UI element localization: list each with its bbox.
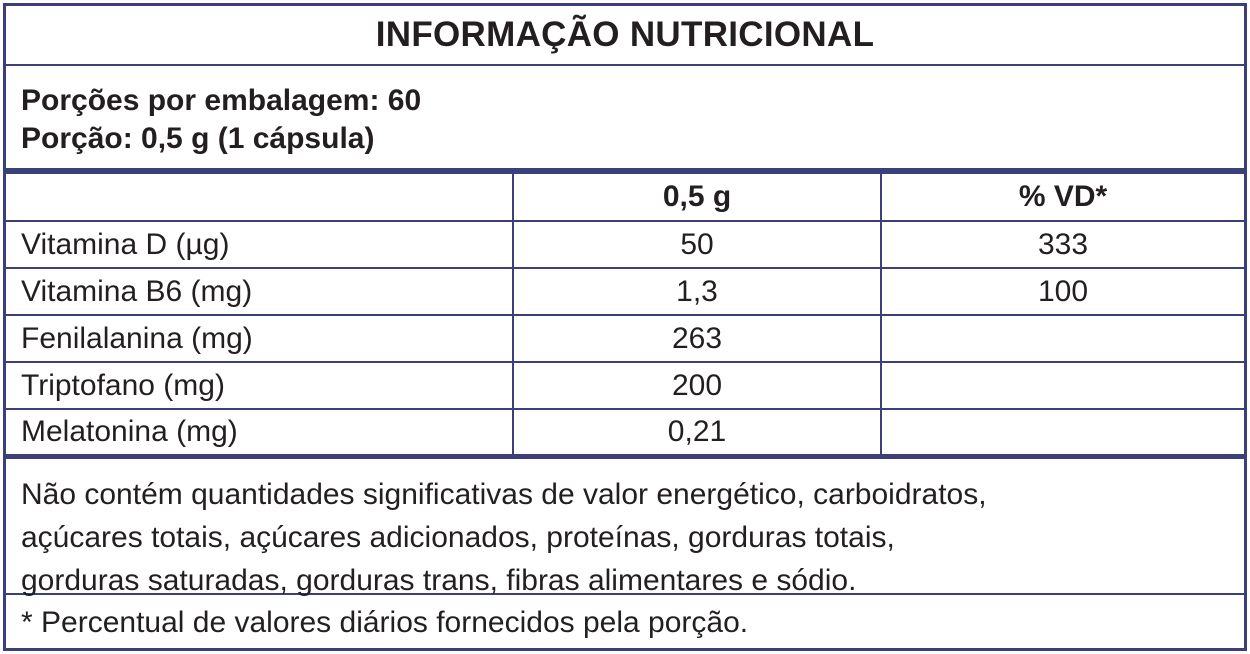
header-nutrient xyxy=(6,174,513,221)
nutrition-facts-panel xyxy=(3,3,1247,651)
table-row xyxy=(6,409,1244,456)
nutrient-amount: 50 xyxy=(513,221,881,268)
table-row xyxy=(6,268,1244,315)
table-row xyxy=(6,362,1244,409)
nutrient-daily-value xyxy=(881,362,1244,409)
nutrient-name: Vitamina D (µg) xyxy=(6,221,513,268)
nutrient-amount: 263 xyxy=(513,315,881,362)
table-row xyxy=(6,221,1244,268)
nutrient-daily-value xyxy=(881,315,1244,362)
disclaimer-note xyxy=(6,459,1244,595)
nutrient-amount: 0,21 xyxy=(513,409,881,456)
note-line: gorduras saturadas, gorduras trans, fibras alimentares e sódio. xyxy=(21,563,857,597)
note-line: Não contém quantidades significativas de valor energético, carboidratos, xyxy=(21,477,987,511)
nutrient-daily-value: 100 xyxy=(881,268,1244,315)
serving-info xyxy=(6,66,1244,174)
nutrient-name: Fenilalanina (mg) xyxy=(6,315,513,362)
nutrient-amount: 1,3 xyxy=(513,268,881,315)
note-line: açúcares totais, açúcares adicionados, proteínas, gorduras totais, xyxy=(21,520,895,554)
header-amount: 0,5 g xyxy=(513,174,881,221)
nutrition-title: INFORMAÇÃO NUTRICIONAL xyxy=(6,6,1244,66)
table-row xyxy=(6,315,1244,362)
nutrient-daily-value: 333 xyxy=(881,221,1244,268)
nutrition-table xyxy=(6,174,1244,459)
nutrient-name: Melatonina (mg) xyxy=(6,409,513,456)
daily-value-footnote: * Percentual de valores diários fornecidos pela porção. xyxy=(21,605,749,639)
header-daily-value: % VD* xyxy=(881,174,1244,221)
nutrient-amount: 200 xyxy=(513,362,881,409)
nutrient-daily-value xyxy=(881,409,1244,456)
table-header-row xyxy=(6,174,1244,221)
servings-per-package: Porções por embalagem: 60 xyxy=(21,84,422,117)
portion-size: Porção: 0,5 g (1 cápsula) xyxy=(21,122,375,155)
nutrient-name: Vitamina B6 (mg) xyxy=(6,268,513,315)
nutrient-name: Triptofano (mg) xyxy=(6,362,513,409)
